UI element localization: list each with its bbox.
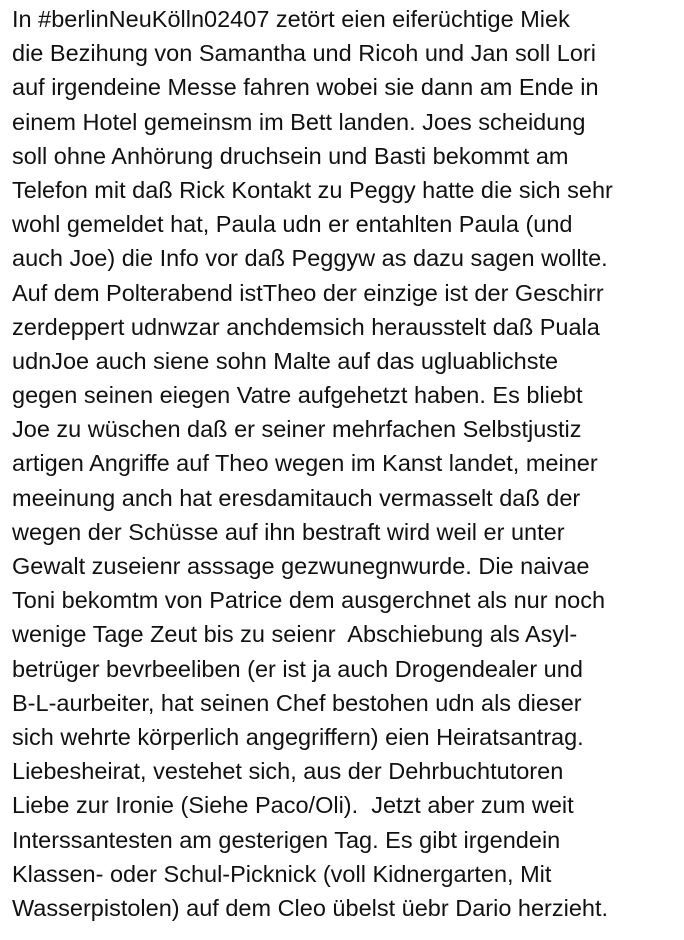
- text-line: meeinung anch hat eresdamitauch vermasselt daß der: [12, 484, 581, 511]
- text-line: wenige Tage Zeut bis zu seienr Abschiebung als Asyl-: [12, 621, 578, 648]
- text-line: Liebesheirat, vestehet sich, aus der Dehrbuchtutoren: [12, 758, 564, 785]
- text-line: Toni bekomtm von Patrice dem ausgerchnet als nur noch: [12, 587, 606, 614]
- text-line: auch Joe) die Info vor daß Peggyw as dazu sagen wollte.: [12, 245, 608, 272]
- text-line: B-L-aurbeiter, hat seinen Chef bestohen udn als dieser: [12, 689, 582, 716]
- text-line: einem Hotel gemeinsm im Bett landen. Joes scheidung: [12, 108, 586, 135]
- text-line: auf irgendeine Messe fahren wobei sie dann am Ende in: [12, 74, 599, 101]
- text-line: Joe zu wüschen daß er seiner mehrfachen Selbstjustiz: [12, 416, 582, 443]
- text-line: Auf dem Polterabend istTheo der einzige ist der Geschirr: [12, 279, 604, 306]
- text-line: soll ohne Anhörung druchsein und Basti bekommt am: [12, 142, 569, 169]
- text-line: udnJoe auch siene sohn Malte auf das ugluablichste: [12, 347, 559, 374]
- text-line: Liebe zur Ironie (Siehe Paco/Oli). Jetzt aber zum weit: [12, 792, 574, 819]
- text-line: die Bezihung von Samantha und Ricoh und Jan soll Lori: [12, 40, 596, 67]
- text-line: artigen Angriffe auf Theo wegen im Kanst landet, meiner: [12, 450, 598, 477]
- text-line: wegen der Schüsse auf ihn bestraft wird weil er unter: [12, 518, 565, 545]
- text-line: Telefon mit daß Rick Kontakt zu Peggy hatte die sich sehr: [12, 176, 613, 203]
- text-line: wohl gemeldet hat, Paula udn er entahlten Paula (und: [12, 211, 573, 238]
- text-line: Interssantesten am gesterigen Tag. Es gibt irgendein: [12, 826, 561, 853]
- text-line: zerdeppert udnwzar anchdemsich herausstelt daß Puala: [12, 313, 600, 340]
- text-line: Gewalt zuseienr asssage gezwunegnwurde. Die naivae: [12, 553, 590, 579]
- body-text: [12, 2, 684, 925]
- text-line: Klassen- oder Schul-Picknick (voll Kidnergarten, Mit: [12, 860, 552, 887]
- text-line: In #berlinNeuKölln02407 zetört eien eiferüchtige Miek: [12, 6, 570, 32]
- text-line: Wasserpistolen) auf dem Cleo übelst üebr Dario herzieht.: [12, 894, 609, 921]
- text-line: sich wehrte körperlich angegriffern) eien Heiratsantrag.: [12, 723, 584, 750]
- text-line: betrüger bevrbeeliben (er ist ja auch Drogendealer und: [12, 655, 583, 682]
- text-line: gegen seinen eiegen Vatre aufgehetzt haben. Es bliebt: [12, 382, 583, 409]
